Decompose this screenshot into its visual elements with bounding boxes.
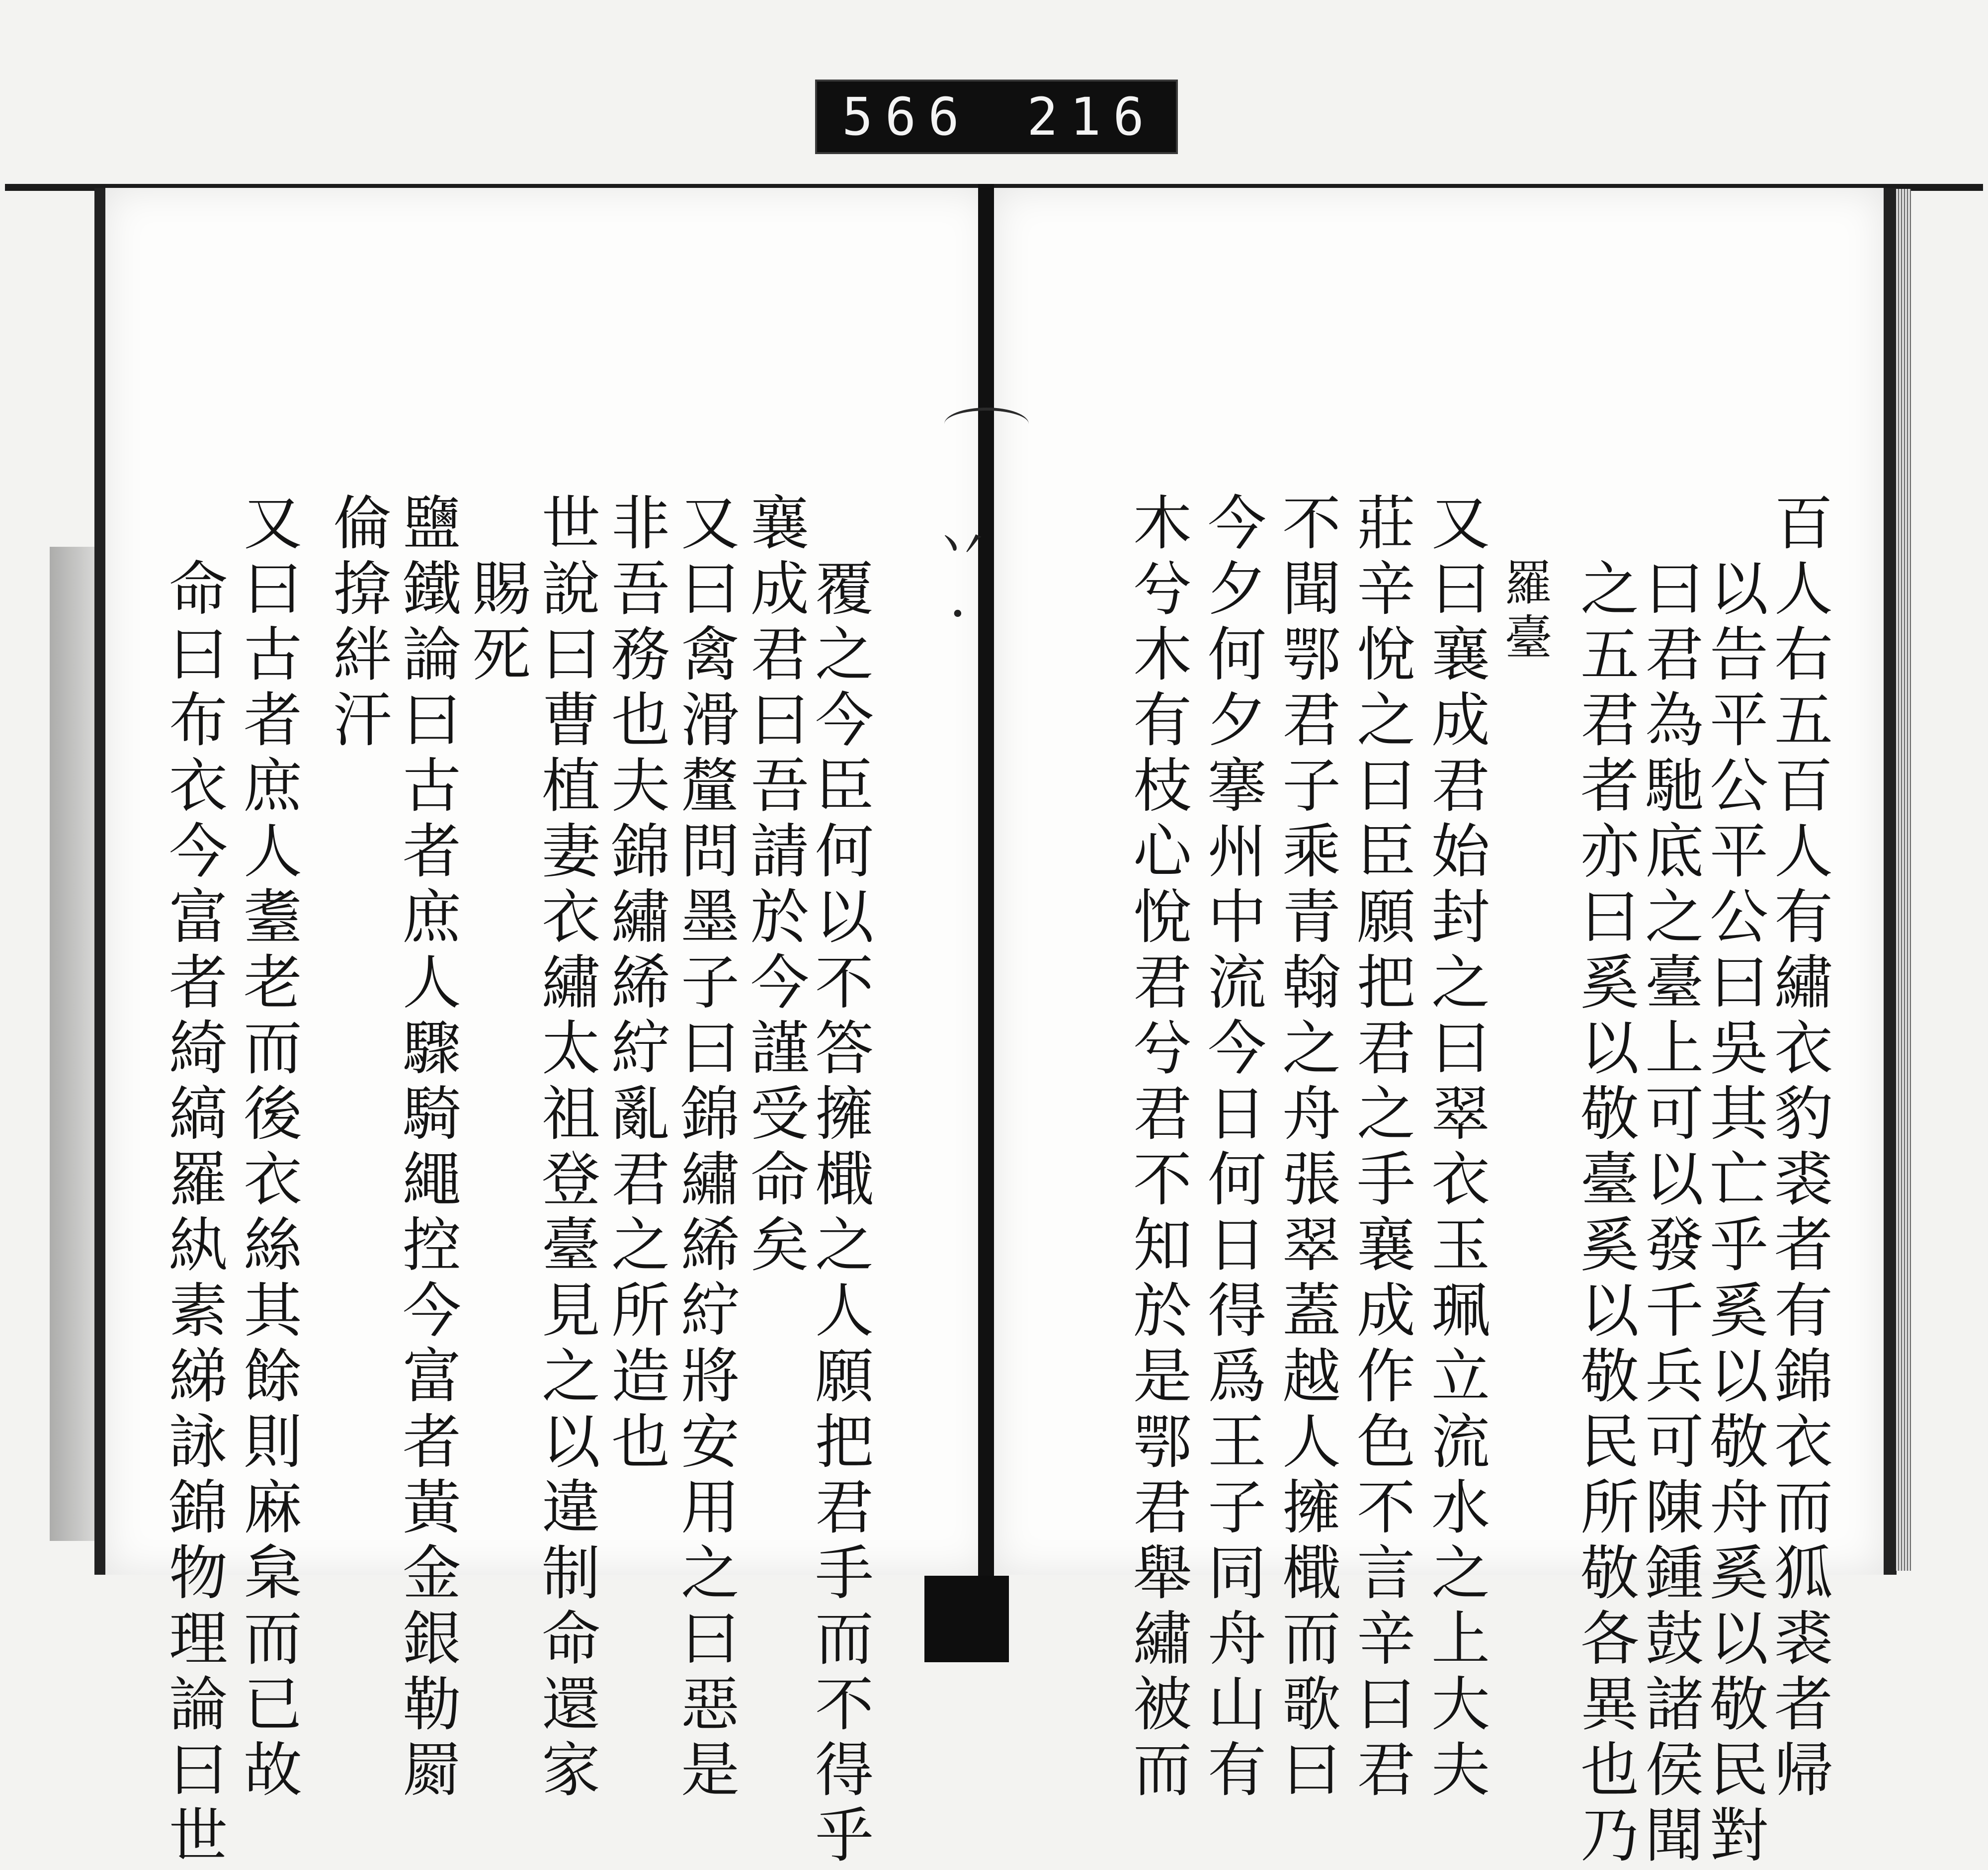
bottom-tab [924, 1576, 1009, 1662]
left-page-column-3: 又曰禽滑釐問墨子曰錦繡絺紵將安用之曰惡是 [671, 492, 740, 1804]
archive-label [815, 80, 1178, 154]
right-page-column-3: 曰君為馳底之臺上可以發千兵可陳鍾鼓諸侯聞 [1635, 558, 1704, 1870]
right-page-column-5: 羅臺 [1497, 558, 1553, 667]
right-page-column-2: 以告平公平公曰吳其亡乎奚以敬舟奚以敬民對 [1700, 558, 1768, 1870]
archive-number-left: 566 [842, 86, 971, 147]
right-page-column-1: 百人右五百人有繡衣豹裘者有錦衣而狐裘者帰 [1764, 492, 1833, 1804]
right-page-column-7: 莊辛悅之曰臣願把君之手襄成作色不言辛曰君 [1347, 492, 1415, 1804]
left-page-column-5: 世說曰曹植妻衣繡太祖登臺見之以違制命還家 [532, 492, 600, 1804]
left-page-column-7: 鹽鐵論曰古者庶人驟騎繩控今富者黃金銀勒罽 [393, 492, 461, 1804]
left-page-column-6: 賜死 [462, 558, 531, 689]
right-page-column-10: 木兮木有枝心悅君兮君不知於是鄂君舉繡被而 [1123, 492, 1192, 1804]
book-gutter [978, 184, 994, 1606]
right-page-column-6: 又曰襄成君始封之曰翠衣玉珮立流水之上大夫 [1421, 492, 1490, 1804]
left-page-column-10: 命曰布衣今富者綺縞羅紈素綈詠錦物理論曰世 [159, 558, 228, 1870]
left-page-column-8: 倫揜絆汗 [323, 492, 392, 755]
archive-number-right: 216 [1027, 86, 1156, 147]
gutter-curve [944, 408, 1029, 440]
left-page-column-2: 襄成君曰吾請於今謹受命矣 [741, 492, 809, 1279]
page-edge [1896, 189, 1911, 1571]
right-page-column-9: 今夕何夕搴州中流今日何日得爲王子同舟山有 [1198, 492, 1266, 1804]
left-page-column-1: 覆之今臣何以不答擁檝之人願把君手而不得乎 [805, 558, 874, 1870]
left-page-column-9: 又曰古者庶人耋老而後衣絲其餘則麻枲而已故 [234, 492, 302, 1804]
left-page-column-4: 非吾務也夫錦繡絺紵亂君之所造也 [601, 492, 670, 1476]
right-page-column-8: 不聞鄂君子乘青翰之舟張翠蓋越人擁檝而歌曰 [1272, 492, 1341, 1804]
gutter-marker: 丷· [926, 517, 990, 655]
right-page-column-4: 之五君者亦曰奚以敬臺奚以敬民所敬各異也乃 [1571, 558, 1639, 1870]
